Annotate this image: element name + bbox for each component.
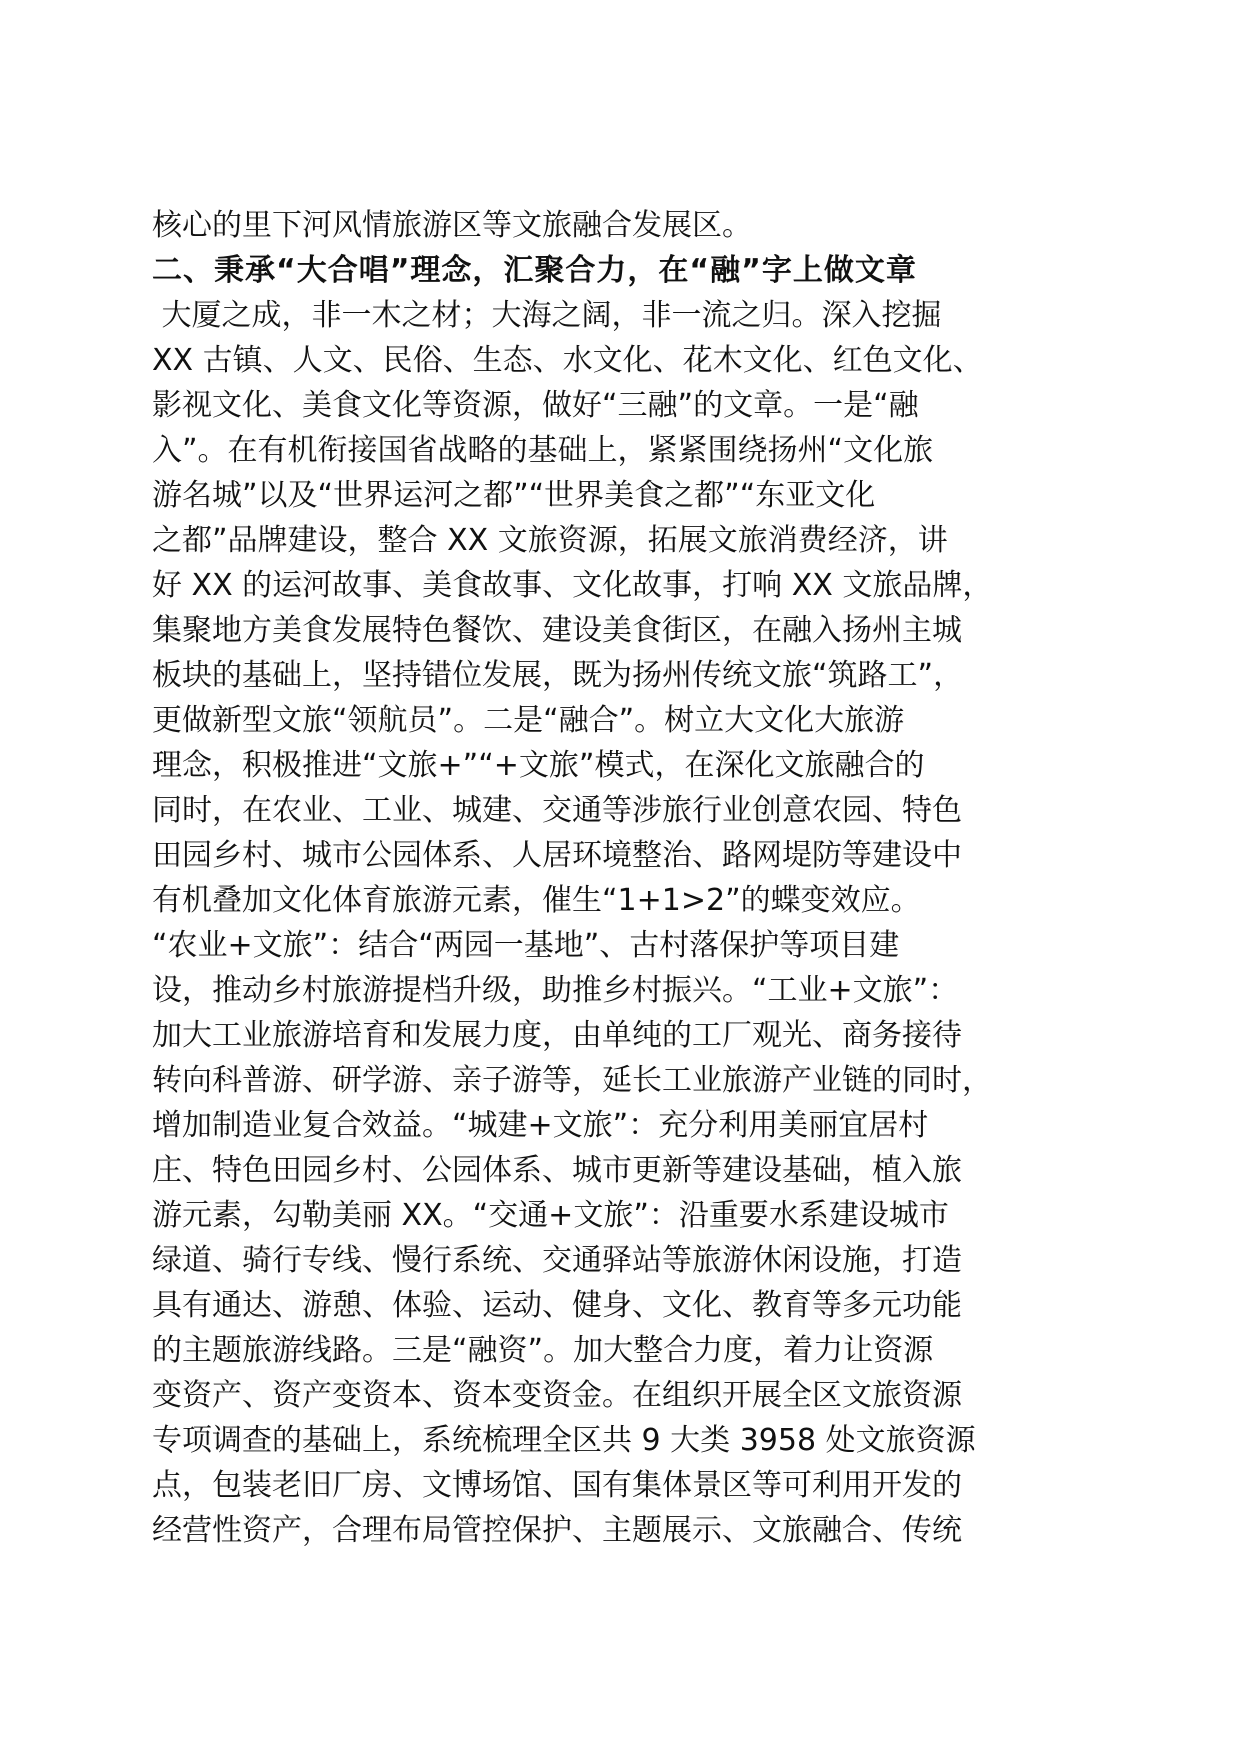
text-line: “农业+文旅”：结合“两园一基地”、古村落保护等项目建 <box>152 928 900 963</box>
text-line: 具有通达、游憩、体验、运动、健身、文化、教育等多元功能 <box>152 1288 962 1323</box>
text-line: 经营性资产，合理布局管控保护、主题展示、文旅融合、传统 <box>152 1513 962 1548</box>
text-line: 点，包装老旧厂房、文博场馆、国有集体景区等可利用开发的 <box>152 1468 962 1503</box>
text-line: 的主题旅游线路。三是“融资”。加大整合力度，着力让资源 <box>152 1333 934 1368</box>
text-line: 绿道、骑行专线、慢行系统、交通驿站等旅游休闲设施，打造 <box>152 1243 962 1278</box>
text-line: 大厦之成，非一木之材；大海之阔，非一流之归。深入挖掘 <box>152 298 942 333</box>
document-body <box>152 203 1102 1553</box>
text-line: 同时，在农业、工业、城建、交通等涉旅行业创意农园、特色 <box>152 793 962 828</box>
text-line: 庄、特色田园乡村、公园体系、城市更新等建设基础，植入旅 <box>152 1153 962 1188</box>
text-line: 增加制造业复合效益。“城建+文旅”：充分利用美丽宜居村 <box>152 1108 929 1143</box>
text-line: 田园乡村、城市公园体系、人居环境整治、路网堤防等建设中 <box>152 838 962 873</box>
text-line: 游元素，勾勒美丽 XX。“交通+文旅”：沿重要水系建设城市 <box>152 1198 949 1233</box>
text-line: 板块的基础上，坚持错位发展，既为扬州传统文旅“筑路工”， <box>152 658 964 693</box>
text-line: 之都”品牌建设，整合 XX 文旅资源，拓展文旅消费经济，讲 <box>152 523 948 558</box>
section-heading: 二、秉承“大合唱”理念，汇聚合力，在“融”字上做文章 <box>152 253 917 288</box>
text-line: 入”。在有机衔接国省战略的基础上，紧紧围绕扬州“文化旅 <box>152 433 934 468</box>
text-line: 设，推动乡村旅游提档升级，助推乡村振兴。“工业+文旅”： <box>152 973 959 1008</box>
text-line: 有机叠加文化体育旅游元素，催生“1+1>2”的蝶变效应。 <box>152 883 921 918</box>
text-line: XX 古镇、人文、民俗、生态、水文化、花木文化、红色文化、 <box>152 343 983 378</box>
text-line: 影视文化、美食文化等资源，做好“三融”的文章。一是“融 <box>152 388 919 423</box>
text-line: 集聚地方美食发展特色餐饮、建设美食街区，在融入扬州主城 <box>152 613 962 648</box>
text-line: 好 XX 的运河故事、美食故事、文化故事，打响 XX 文旅品牌， <box>152 568 993 603</box>
text-line: 加大工业旅游培育和发展力度，由单纯的工厂观光、商务接待 <box>152 1018 962 1053</box>
text-line: 转向科普游、研学游、亲子游等，延长工业旅游产业链的同时， <box>152 1063 992 1098</box>
text-line: 专项调查的基础上，系统梳理全区共 9 大类 3958 处文旅资源 <box>152 1423 976 1458</box>
text-line: 核心的里下河风情旅游区等文旅融合发展区。 <box>152 208 752 243</box>
text-line: 变资产、资产变资本、资本变资金。在组织开展全区文旅资源 <box>152 1378 962 1413</box>
text-line: 游名城”以及“世界运河之都”“世界美食之都”“东亚文化 <box>152 478 876 513</box>
text-line: 更做新型文旅“领航员”。二是“融合”。树立大文化大旅游 <box>152 703 905 738</box>
text-line: 理念，积极推进“文旅+”“+文旅”模式，在深化文旅融合的 <box>152 748 925 783</box>
